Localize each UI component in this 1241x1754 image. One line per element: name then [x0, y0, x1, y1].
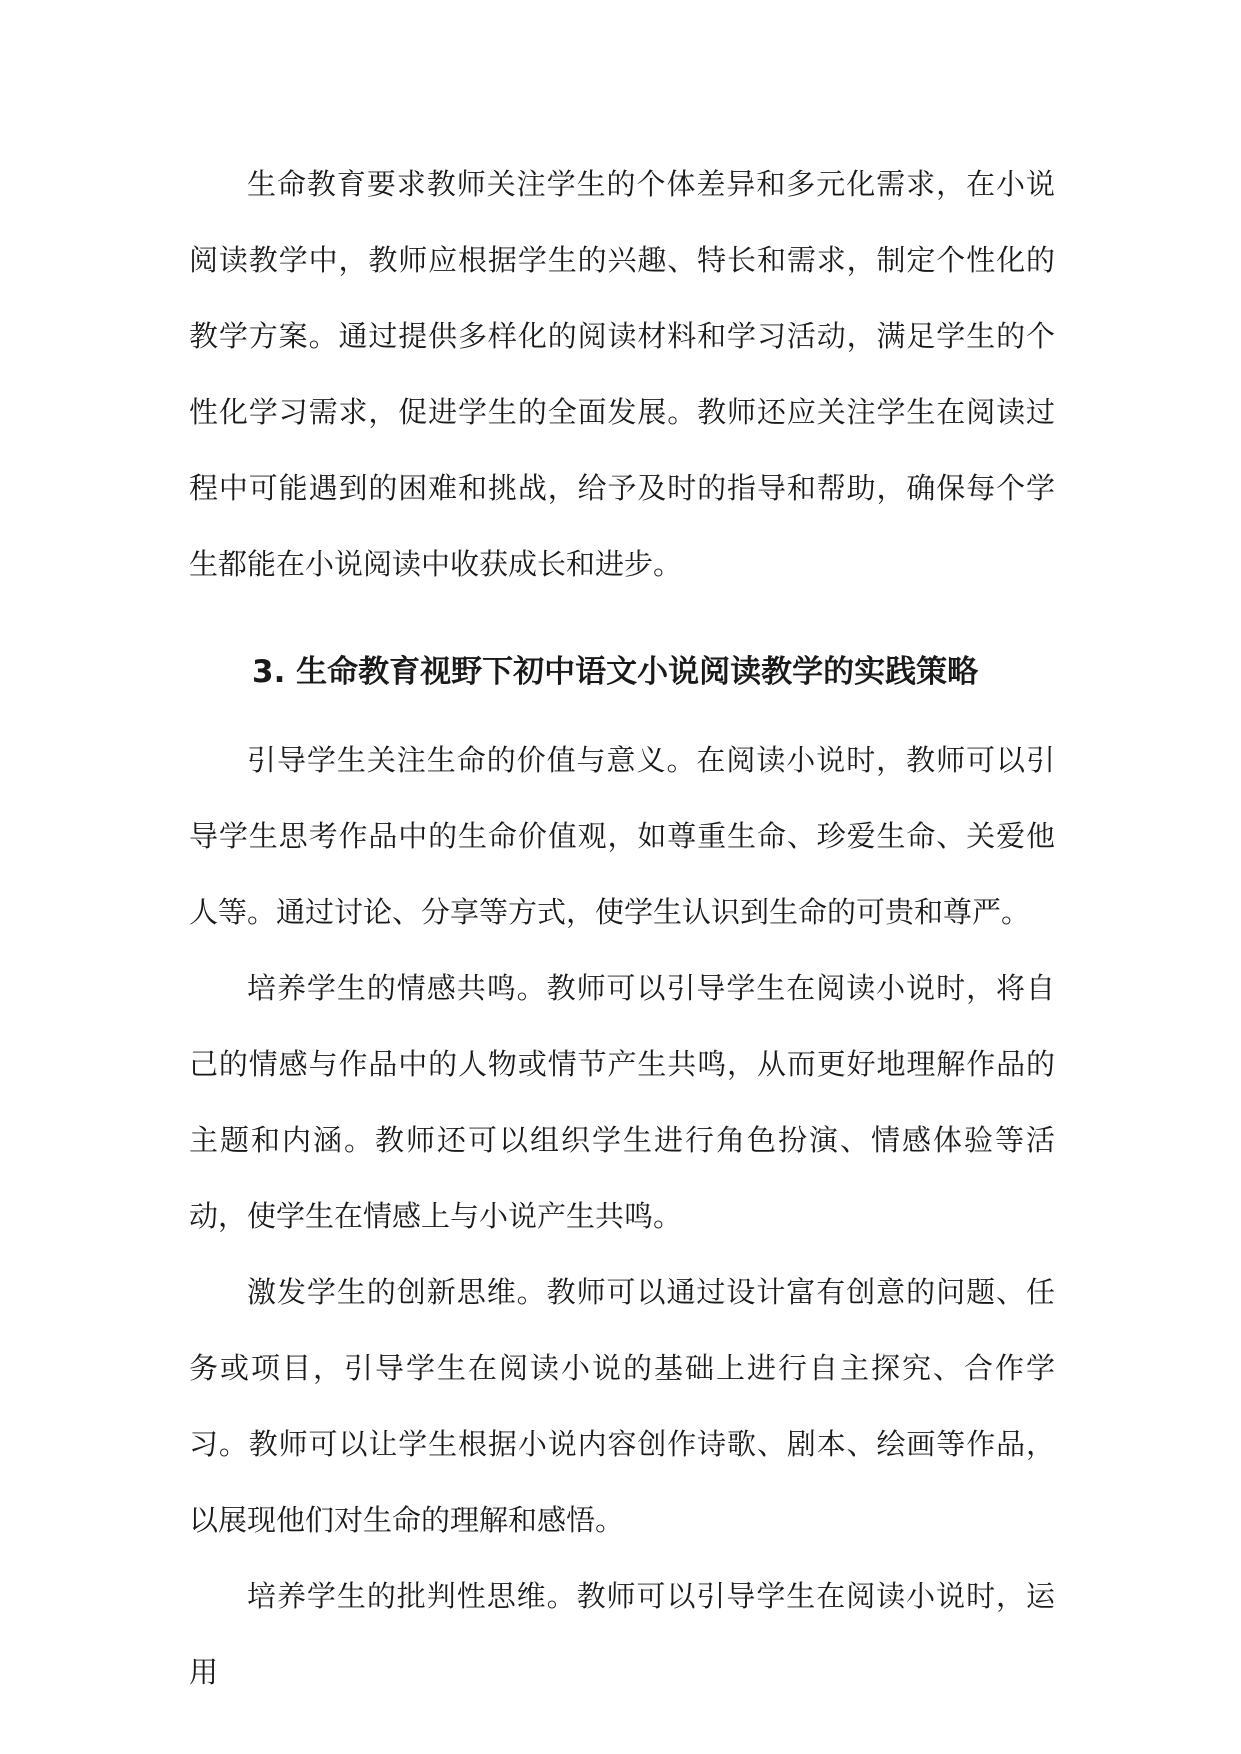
section-heading: 3. 生命教育视野下初中语文小说阅读教学的实践策略	[252, 654, 979, 690]
document-page	[189, 146, 1055, 1710]
body-paragraph: 引导学生关注生命的价值与意义。在阅读小说时，教师可以引导学生思考作品中的生命价值观，如尊重生命、珍爱生命、关爱他人等。通过讨论、分享等方式，使学生认识到生命的可贵和尊严。	[189, 743, 1055, 929]
body-paragraph: 激发学生的创新思维。教师可以通过设计富有创意的问题、任务或项目，引导学生在阅读小说的基础上进行自主探究、合作学习。教师可以让学生根据小说内容创作诗歌、剧本、绘画等作品，以展现他们对生命的理解和感悟。	[189, 1275, 1055, 1537]
body-paragraph: 培养学生的情感共鸣。教师可以引导学生在阅读小说时，将自己的情感与作品中的人物或情节产生共鸣，从而更好地理解作品的主题和内涵。教师还可以组织学生进行角色扮演、情感体验等活动，使学生在情感上与小说产生共鸣。	[189, 971, 1055, 1233]
body-paragraph: 生命教育要求教师关注学生的个体差异和多元化需求，在小说阅读教学中，教师应根据学生的兴趣、特长和需求，制定个性化的教学方案。通过提供多样化的阅读材料和学习活动，满足学生的个性化学习需求，促进学生的全面发展。教师还应关注学生在阅读过程中可能遇到的困难和挑战，给予及时的指导和帮助，确保每个学生都能在小说阅读中收获成长和进步。	[189, 167, 1055, 581]
body-paragraph: 培养学生的批判性思维。教师可以引导学生在阅读小说时，运用	[189, 1579, 1055, 1689]
